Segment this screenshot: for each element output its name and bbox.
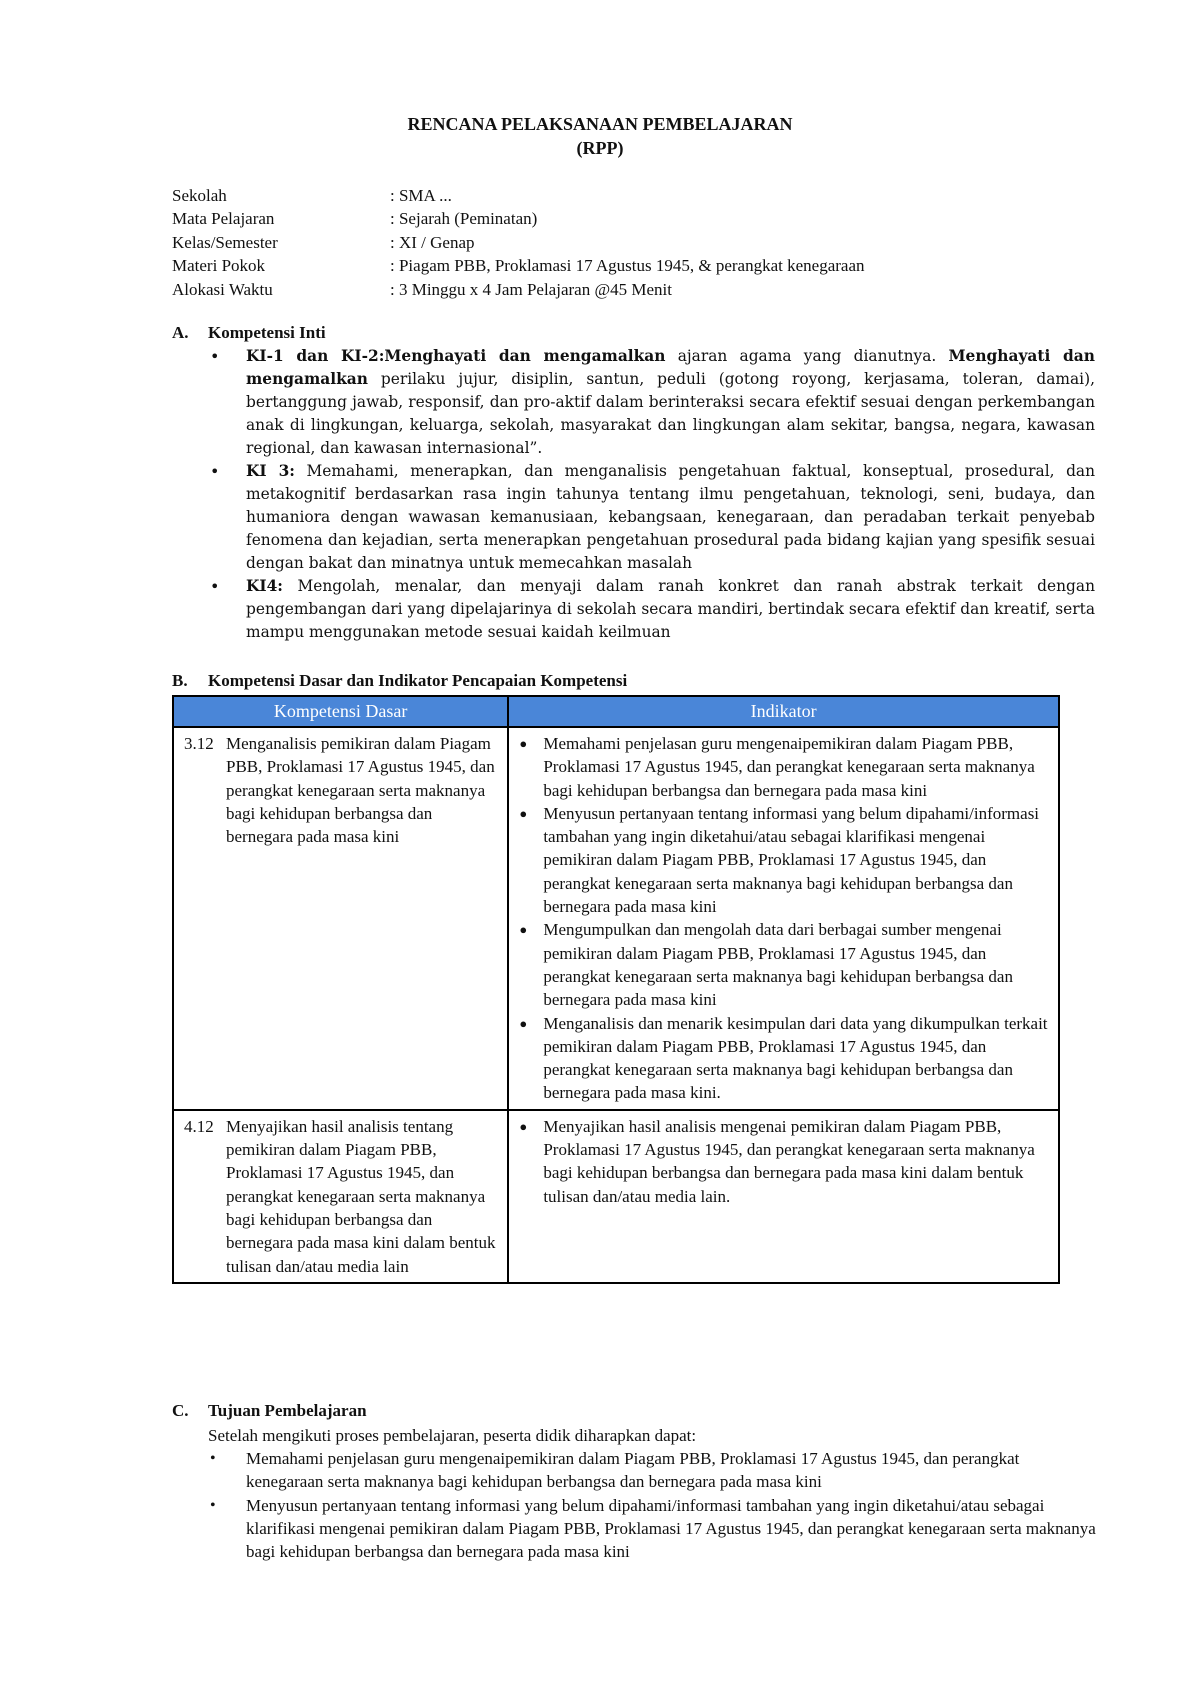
section-c-heading bbox=[172, 1400, 367, 1422]
identity-row-sekolah bbox=[172, 184, 865, 207]
list-item bbox=[519, 918, 1050, 1011]
kd-text: Menyajikan hasil analisis tentang pemikiran dalam Piagam PBB, Proklamasi 17 Agustus 1945, dan perangkat kenegaraan serta maknanya bagi kehidupan berbangsa dan bernegara pada masa kini dalam bentuk tulisan dan/atau media lain bbox=[226, 1116, 496, 1276]
tujuan-intro: Setelah mengikuti proses pembelajaran, peserta didik diharapkan dapat: bbox=[208, 1426, 697, 1445]
identity-label: Mata Pelajaran bbox=[172, 209, 275, 229]
bullet-icon: ● bbox=[519, 922, 528, 938]
section-b-title: Kompetensi Dasar dan Indikator Pencapaian Kompetensi bbox=[208, 671, 628, 690]
indikator-text: Mengumpulkan dan mengolah data dari berbagai sumber mengenai pemikiran dalam Piagam PBB, Proklamasi 17 Agustus 1945, dan perangkat kenegaraan serta maknanya bagi kehidupan berbangsa dan bernegara pada masa kini bbox=[543, 920, 1013, 1010]
table-row bbox=[173, 1110, 1059, 1283]
indikator-cell bbox=[508, 1110, 1059, 1283]
identity-row-materi-pokok bbox=[172, 254, 865, 277]
kompetensi-inti-list bbox=[207, 345, 1095, 644]
identity-row-kelas-semester bbox=[172, 231, 865, 254]
bullet-icon: ● bbox=[519, 736, 528, 751]
identity-label: Sekolah bbox=[172, 186, 227, 205]
identity-row-mata-pelajaran bbox=[172, 207, 865, 230]
indikator-cell bbox=[508, 727, 1059, 1110]
ki-text: perilaku jujur, disiplin, santun, peduli (gotong royong, kerjasama, toleran, damai), bertanggung jawab, responsif, dan pro-aktif dalam berinteraksi secara efektif sesuai dengan perkembangan anak di lingkungan, keluarga, sekolah, masyarakat dan lingkungan alam sekitar, bangsa, negara, kawasan regional, dan kawasan internasional”. bbox=[246, 370, 1095, 457]
table-row bbox=[173, 727, 1059, 1110]
kd-cell bbox=[173, 727, 508, 1110]
section-c-title: Tujuan Pembelajaran bbox=[208, 1401, 367, 1420]
list-item bbox=[519, 802, 1050, 918]
indikator-text: Menyajikan hasil analisis mengenai pemikiran dalam Piagam PBB, Proklamasi 17 Agustus 1945, dan perangkat kenegaraan serta maknanya bagi kehidupan berbangsa dan bernegara pada masa kini dalam bentuk tulisan dan/atau media lain. bbox=[543, 1116, 1035, 1206]
identity-value: : Sejarah (Peminatan) bbox=[390, 209, 538, 229]
bullet-icon: ● bbox=[519, 1118, 528, 1134]
list-item bbox=[519, 732, 1050, 802]
list-item bbox=[208, 1494, 1098, 1564]
section-a-heading bbox=[172, 322, 326, 344]
ki-label: KI-1 dan KI-2:Menghayati dan mengamalkan bbox=[246, 347, 666, 365]
document-title: RENCANA PELAKSANAAN PEMBELAJARAN bbox=[407, 114, 793, 134]
ki-item-3 bbox=[207, 460, 1095, 575]
section-a-letter: A. bbox=[172, 323, 189, 342]
ki-item-1 bbox=[207, 345, 1095, 460]
table-header-kd: Kompetensi Dasar bbox=[173, 696, 508, 727]
ki-label: KI 3: bbox=[246, 462, 295, 480]
document-subtitle: (RPP) bbox=[576, 138, 624, 158]
ki-item-4 bbox=[207, 575, 1095, 644]
tujuan-text: Memahami penjelasan guru mengenaipemikiran dalam Piagam PBB, Proklamasi 17 Agustus 1945, dan perangkat kenegaraan serta maknanya bagi kehidupan berbangsa dan bernegara pada masa kini bbox=[246, 1449, 1020, 1492]
section-b-heading bbox=[172, 670, 627, 692]
list-item bbox=[519, 1012, 1050, 1105]
bullet-icon: • bbox=[210, 347, 220, 366]
ki-label: KI4: bbox=[246, 577, 283, 595]
section-c-letter: C. bbox=[172, 1401, 189, 1420]
kd-number: 4.12 bbox=[184, 1116, 214, 1136]
ki-text: Mengolah, menalar, dan menyaji dalam ranah konkret dan ranah abstrak terkait dengan pengembangan dari yang dipelajarinya di sekolah secara mandiri, bertindak secara efektif dan kreatif, serta mampu menggunakan metode sesuai kaidah keilmuan bbox=[246, 577, 1095, 641]
identity-label: Materi Pokok bbox=[172, 256, 266, 276]
bullet-icon: ● bbox=[519, 805, 528, 821]
section-a-title: Kompetensi Inti bbox=[208, 323, 326, 342]
identity-value: : Piagam PBB, Proklamasi 17 Agustus 1945, & perangkat kenegaraan bbox=[390, 256, 865, 276]
identity-value: : 3 Minggu x 4 Jam Pelajaran @45 Menit bbox=[390, 279, 672, 299]
indikator-text: Menganalisis dan menarik kesimpulan dari data yang dikumpulkan terkait pemikiran dalam Piagam PBB, Proklamasi 17 Agustus 1945, dan perangkat kenegaraan serta maknanya bagi kehidupan berbangsa dan bernegara pada masa kini. bbox=[543, 1013, 1048, 1103]
bullet-icon: • bbox=[210, 1450, 216, 1467]
ki-text: ajaran agama yang dianutnya. bbox=[665, 347, 949, 365]
identity-block bbox=[172, 184, 865, 301]
list-item bbox=[208, 1447, 1098, 1494]
bullet-icon: ● bbox=[519, 1015, 528, 1031]
kd-indikator-table bbox=[172, 695, 1060, 1284]
identity-label: Kelas/Semester bbox=[172, 232, 278, 252]
bullet-icon: • bbox=[210, 462, 220, 481]
section-b-letter: B. bbox=[172, 671, 188, 690]
identity-label: Alokasi Waktu bbox=[172, 279, 273, 299]
identity-value: : SMA ... bbox=[390, 186, 452, 205]
indikator-text: Menyusun pertanyaan tentang informasi yang belum dipahami/informasi tambahan yang ingin diketahui/atau sebagai klarifikasi mengenai pemikiran dalam Piagam PBB, Proklamasi 17 Agustus 1945, dan perangkat kenegaraan serta maknanya bagi kehidupan berbangsa dan bernegara pada masa kini bbox=[543, 803, 1040, 917]
table-header-row bbox=[173, 696, 1059, 727]
kd-number: 3.12 bbox=[184, 734, 214, 753]
identity-value: : XI / Genap bbox=[390, 232, 475, 252]
identity-row-alokasi-waktu bbox=[172, 278, 865, 301]
ki-emphasis: Menghayati dan mengamalkan bbox=[246, 347, 1095, 388]
ki-text: Memahami, menerapkan, dan menganalisis pengetahuan faktual, konseptual, prosedural, dan metakognitif berdasarkan rasa ingin tahunya tentang ilmu pengetahuan, teknologi, seni, budaya, dan humaniora dengan wawasan kemanusiaan, kebangsaan, kenegaraan, dan peradaban terkait penyebab fenomena dan kejadian, serta menerapkan pengetahuan prosedural pada bidang kajian yang spesifik sesuai dengan bakat dan minatnya untuk memecahkan masalah bbox=[246, 462, 1096, 572]
bullet-icon: • bbox=[210, 1496, 216, 1514]
table-header-indikator: Indikator bbox=[508, 696, 1059, 727]
list-item bbox=[519, 1115, 1050, 1208]
kd-text: Menganalisis pemikiran dalam Piagam PBB, Proklamasi 17 Agustus 1945, dan perangkat kenegaraan serta maknanya bagi kehidupan berbangsa dan bernegara pada masa kini bbox=[226, 734, 495, 847]
kd-cell bbox=[173, 1110, 508, 1283]
tujuan-text: Menyusun pertanyaan tentang informasi yang belum dipahami/informasi tambahan yang ingin diketahui/atau sebagai klarifikasi mengenai pemikiran dalam Piagam PBB, Proklamasi 17 Agustus 1945, dan perangkat kenegaraan serta maknanya bagi kehidupan berbangsa dan bernegara pada masa kini bbox=[246, 1495, 1096, 1562]
indikator-text: Memahami penjelasan guru mengenaipemikiran dalam Piagam PBB, Proklamasi 17 Agustus 1945, dan perangkat kenegaraan serta maknanya bagi kehidupan berbangsa dan bernegara pada masa kini bbox=[543, 734, 1035, 800]
bullet-icon: • bbox=[210, 577, 220, 596]
tujuan-list bbox=[208, 1447, 1098, 1563]
